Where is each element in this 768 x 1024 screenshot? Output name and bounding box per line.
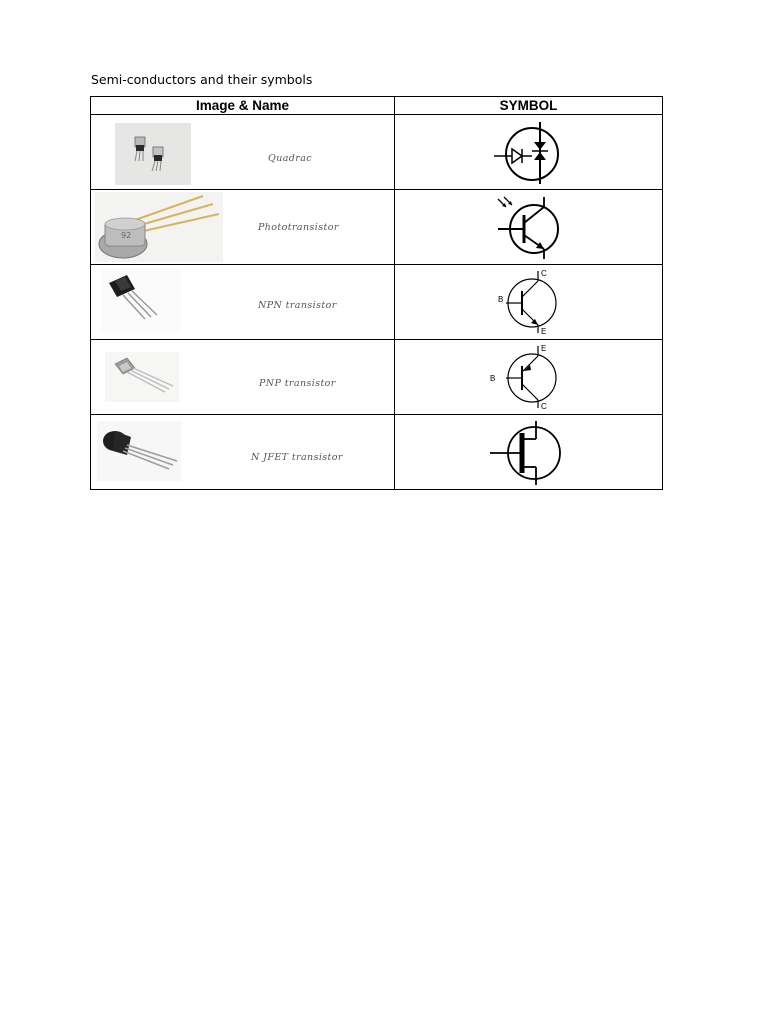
pin-label-c: C [540, 402, 547, 411]
quadrac-symbol-icon [484, 118, 574, 186]
n-jfet-symbol-icon [484, 417, 574, 487]
phototransistor-symbol-icon [484, 193, 574, 261]
table-row [91, 340, 663, 415]
pin-label-e: E [540, 327, 546, 336]
pnp-transistor-symbol-icon [484, 342, 574, 412]
npn-transistor-symbol-icon [484, 267, 574, 337]
header-image-name: Image & Name [91, 97, 395, 115]
document-title: Semi-conductors and their symbols [91, 72, 313, 87]
quadrac-photo [115, 123, 191, 185]
component-name: Phototransistor [258, 222, 339, 233]
table-header-row [91, 97, 663, 115]
pnp-transistor-photo [105, 352, 179, 402]
header-symbol: SYMBOL [395, 97, 663, 115]
pin-label-c: C [540, 269, 547, 278]
pin-label-b: B [489, 374, 495, 383]
svg-text:92: 92 [121, 231, 132, 240]
table-row [91, 190, 663, 265]
n-jfet-photo [97, 421, 181, 481]
pin-label-e: E [540, 344, 546, 353]
component-name: Quadrac [268, 153, 312, 164]
table-row [91, 115, 663, 190]
table-row [91, 415, 663, 490]
npn-transistor-photo [101, 269, 181, 333]
semiconductor-table [90, 96, 663, 490]
component-name: PNP transistor [259, 378, 336, 389]
component-name: NPN transistor [258, 300, 337, 311]
table-row [91, 265, 663, 340]
phototransistor-photo [95, 192, 223, 262]
pin-label-b: B [497, 295, 503, 304]
component-name: N JFET transistor [251, 452, 343, 463]
